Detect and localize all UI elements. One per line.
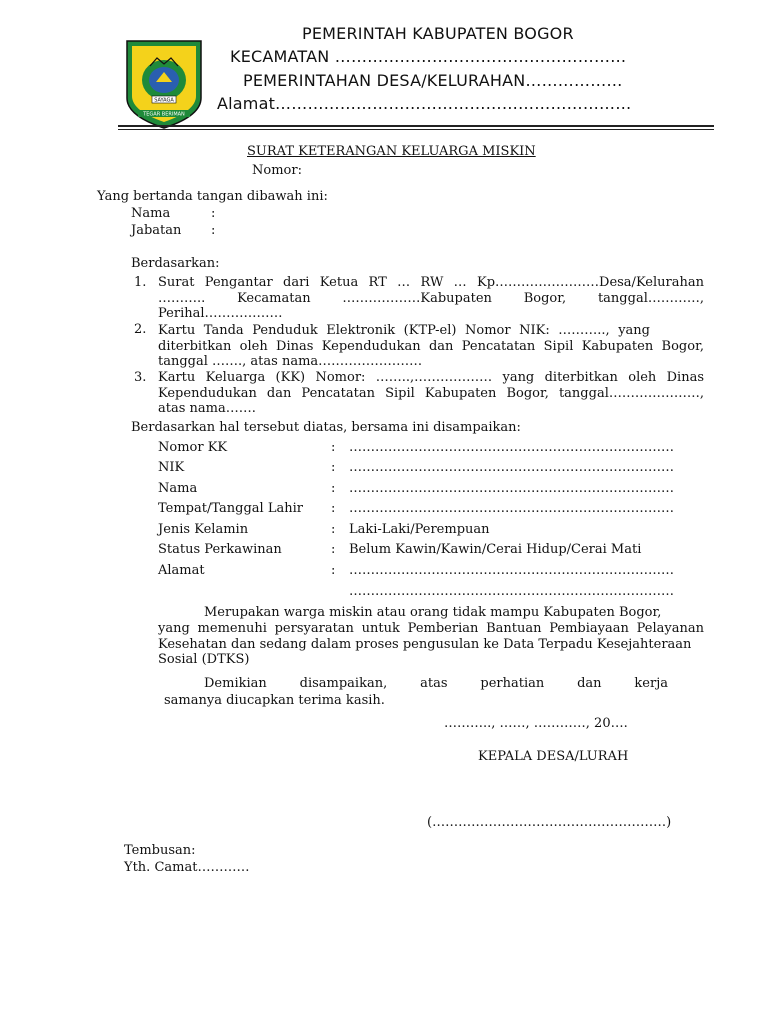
document-title: SURAT KETERANGAN KELUARGA MISKIN bbox=[247, 144, 536, 159]
detail-value-nomor-kk: ………………………………………………………………… bbox=[349, 440, 674, 455]
svg-text:TEGAR BERIMAN: TEGAR BERIMAN bbox=[143, 111, 185, 118]
detail-colon: : bbox=[331, 460, 336, 475]
letterhead-address: Alamat………………………………………………………… bbox=[217, 94, 632, 113]
basis-item-3-line1: Kartu Keluarga (KK) Nomor: ……..,……………… yang diterbitkan oleh Dinas bbox=[158, 370, 704, 385]
detail-value-nama: ………………………………………………………………… bbox=[349, 481, 674, 496]
header-rule-thin bbox=[118, 129, 714, 130]
detail-label-gender: Jenis Kelamin bbox=[158, 522, 249, 537]
letterhead-village: PEMERINTAHAN DESA/KELURAHAN……………… bbox=[243, 71, 623, 90]
document-number: Nomor: bbox=[252, 163, 302, 178]
detail-label-nik: NIK bbox=[158, 460, 185, 475]
detail-colon: : bbox=[331, 563, 336, 578]
statement-para2-line2: samanya diucapkan terima kasih. bbox=[164, 693, 385, 708]
jabatan-colon: : bbox=[211, 223, 216, 238]
detail-label-marital: Status Perkawinan bbox=[158, 542, 282, 557]
detail-value-birth: ………………………………………………………………… bbox=[349, 501, 674, 516]
detail-colon: : bbox=[331, 440, 336, 455]
detail-value-address: ………………………………………………………………… bbox=[349, 563, 674, 578]
basis-item-2-line1: Kartu Tanda Penduduk Elektronik (KTP-el) Nomor NIK: ……….., yang bbox=[158, 323, 650, 338]
signature-position: KEPALA DESA/LURAH bbox=[478, 749, 629, 764]
basis-item-2-line2: diterbitkan oleh Dinas Kependudukan dan Pencatatan Sipil Kabupaten Bogor, bbox=[158, 339, 704, 354]
detail-label-nama: Nama bbox=[158, 481, 198, 496]
signature-date: ……….., ……, …………, 20…. bbox=[444, 716, 628, 731]
svg-text:SAYAGA: SAYAGA bbox=[154, 97, 174, 104]
basis-item-2-line3: tanggal ……., atas nama…………………… bbox=[158, 354, 423, 369]
detail-value-address-line2: ………………………………………………………………… bbox=[349, 584, 674, 599]
detail-value-nik: ………………………………………………………………… bbox=[349, 460, 674, 475]
detail-colon: : bbox=[331, 501, 336, 516]
nama-colon: : bbox=[211, 206, 216, 221]
detail-label-nomor-kk: Nomor KK bbox=[158, 440, 228, 455]
basis-item-1-number: 1. bbox=[134, 275, 147, 290]
statement-para1-line2: yang memenuhi persyaratan untuk Pemberian Bantuan Pembiayaan Pelayanan bbox=[158, 621, 704, 636]
details-heading: Berdasarkan hal tersebut diatas, bersama ini disampaikan: bbox=[131, 420, 521, 435]
letterhead-district: KECAMATAN ……………………………………………… bbox=[230, 47, 627, 66]
detail-value-gender: Laki-Laki/Perempuan bbox=[349, 522, 490, 537]
statement-para1-rest: Kesehatan dan sedang dalam proses pengusulan ke Data Terpadu Kesejahteraan Sosial (DTKS) bbox=[158, 637, 692, 667]
letterhead-government: PEMERINTAH KABUPATEN BOGOR bbox=[302, 24, 574, 43]
nama-label: Nama bbox=[131, 206, 171, 221]
basis-item-3-number: 3. bbox=[134, 370, 147, 385]
jabatan-label: Jabatan bbox=[131, 223, 182, 238]
basis-item-1-line3: Perihal……………… bbox=[158, 306, 283, 321]
cc-label: Tembusan: bbox=[124, 843, 196, 858]
detail-label-birth: Tempat/Tanggal Lahir bbox=[158, 501, 303, 516]
detail-label-address: Alamat bbox=[158, 563, 205, 578]
basis-item-1-line2: ……….. Kecamatan ………………Kabupaten Bogor, tanggal…………, bbox=[158, 291, 704, 306]
basis-heading: Berdasarkan: bbox=[131, 256, 220, 271]
detail-colon: : bbox=[331, 481, 336, 496]
bogor-regency-emblem bbox=[124, 38, 204, 130]
header-rule-thick bbox=[118, 125, 714, 127]
detail-colon: : bbox=[331, 522, 336, 537]
statement-para1-line1: Merupakan warga miskin atau orang tidak mampu Kabupaten Bogor, bbox=[204, 605, 662, 620]
basis-item-3-line2: Kependudukan dan Pencatatan Sipil Kabupaten Bogor, tanggal…………………, bbox=[158, 386, 704, 401]
basis-item-1-line1: Surat Pengantar dari Ketua RT … RW … Kp……………………Desa/Kelurahan bbox=[158, 275, 704, 290]
detail-colon: : bbox=[331, 542, 336, 557]
signature-name: (………………………………………………) bbox=[427, 815, 672, 830]
signer-intro: Yang bertanda tangan dibawah ini: bbox=[97, 189, 328, 204]
statement-para2-line1: Demikian disampaikan, atas perhatian dan kerja bbox=[204, 676, 668, 691]
basis-item-2-number: 2. bbox=[134, 322, 147, 337]
basis-item-3-line3: atas nama……. bbox=[158, 401, 256, 416]
cc-recipient: Yth. Camat………… bbox=[124, 860, 250, 875]
detail-value-marital: Belum Kawin/Kawin/Cerai Hidup/Cerai Mati bbox=[349, 542, 642, 557]
